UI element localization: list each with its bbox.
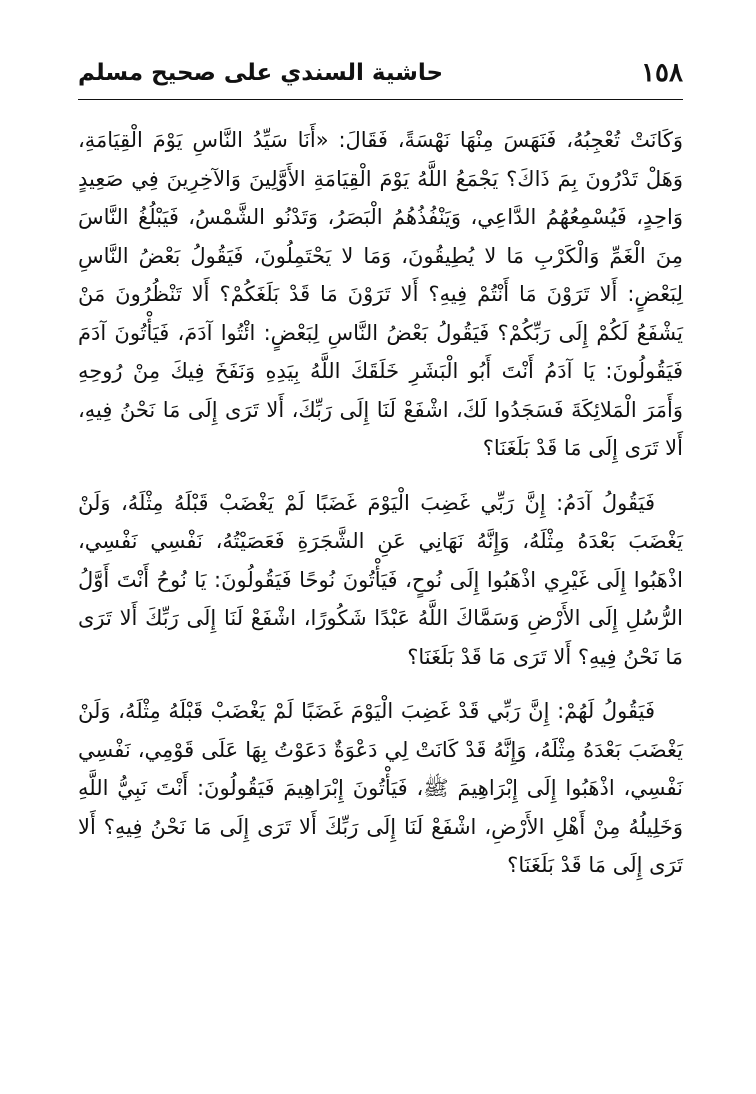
page-number: ١٥٨ [641,58,683,88]
running-title: حاشية السندي على صحيح مسلم [78,60,444,86]
page-header [78,50,683,92]
hadith-paragraph-3: فَيَقُولُ لَهُمْ: إِنَّ رَبِّي قَدْ غَضِبَ الْيَوْمَ غَضَبًا لَمْ يَغْضَبْ قَبْلَهُ مِثْلَهُ، وَلَنْ يَغْضَبَ بَعْدَهُ مِثْلَهُ، وَإِنَّهُ قَدْ كَانَتْ لِي دَعْوَةٌ دَعَوْتُ بِهَا عَلَى قَوْمِي، نَفْسِي نَفْسِي، اذْهَبُوا إِلَى إِبْرَاهِيمَ ﷺ، فَيَأْتُونَ إِبْرَاهِيمَ فَيَقُولُونَ: أَنْتَ نَبِيُّ اللَّهِ وَخَلِيلُهُ مِنْ أَهْلِ الأَرْضِ، اشْفَعْ لَنَا إِلَى رَبِّكَ أَلا تَرَى إِلَى مَا نَحْنُ فِيهِ؟ أَلا تَرَى إِلَى مَا قَدْ بَلَغَنَا؟ [78,699,683,877]
book-page [78,50,683,1060]
page-body [78,121,683,885]
hadith-paragraph-1: وَكَانَتْ تُعْجِبُهُ، فَنَهَسَ مِنْهَا نَهْسَةً، فَقَالَ: «أَنَا سَيِّدُ النَّاسِ يَوْمَ الْقِيَامَةِ، وَهَلْ تَدْرُونَ بِمَ ذَاكَ؟ يَجْمَعُ اللَّهُ يَوْمَ الْقِيَامَةِ الأَوَّلِينَ وَالآخِرِينَ فِي صَعِيدٍ وَاحِدٍ، فَيُسْمِعُهُمُ الدَّاعِي، وَيَنْفُذُهُمُ الْبَصَرُ، وَتَدْنُو الشَّمْسُ، فَيَبْلُغُ النَّاسَ مِنَ الْغَمِّ وَالْكَرْبِ مَا لا يُطِيقُونَ، وَمَا لا يَحْتَمِلُونَ، فَيَقُولُ بَعْضُ النَّاسِ لِبَعْضٍ: أَلا تَرَوْنَ مَا أَنْتُمْ فِيهِ؟ أَلا تَرَوْنَ مَا قَدْ بَلَغَكُمْ؟ أَلا تَنْظُرُونَ مَنْ يَشْفَعُ لَكُمْ إِلَى رَبِّكُمْ؟ فَيَقُولُ بَعْضُ النَّاسِ لِبَعْضٍ: ائْتُوا آدَمَ، فَيَأْتُونَ آدَمَ فَيَقُولُونَ: يَا آدَمُ أَنْتَ أَبُو الْبَشَرِ خَلَقَكَ اللَّهُ بِيَدِهِ وَنَفَخَ فِيكَ مِنْ رُوحِهِ وَأَمَرَ الْمَلائِكَةَ فَسَجَدُوا لَكَ، اشْفَعْ لَنَا إِلَى رَبِّكَ، أَلا تَرَى إِلَى مَا نَحْنُ فِيهِ، أَلا تَرَى إِلَى مَا قَدْ بَلَغَنَا؟ [78,128,683,460]
header-rule [78,99,683,100]
hadith-paragraph-2: فَيَقُولُ آدَمُ: إِنَّ رَبِّي غَضِبَ الْيَوْمَ غَضَبًا لَمْ يَغْضَبْ قَبْلَهُ مِثْلَهُ، وَلَنْ يَغْضَبَ بَعْدَهُ مِثْلَهُ، وَإِنَّهُ نَهَانِي عَنِ الشَّجَرَةِ فَعَصَيْتُهُ، نَفْسِي نَفْسِي، اذْهَبُوا إِلَى غَيْرِي اذْهَبُوا إِلَى نُوحٍ، فَيَأْتُونَ نُوحًا فَيَقُولُونَ: يَا نُوحُ أَنْتَ أَوَّلُ الرُّسُلِ إِلَى الأَرْضِ وَسَمَّاكَ اللَّهُ عَبْدًا شَكُورًا، اشْفَعْ لَنَا إِلَى رَبِّكَ أَلا تَرَى مَا نَحْنُ فِيهِ؟ أَلا تَرَى مَا قَدْ بَلَغَنَا؟ [78,490,683,669]
